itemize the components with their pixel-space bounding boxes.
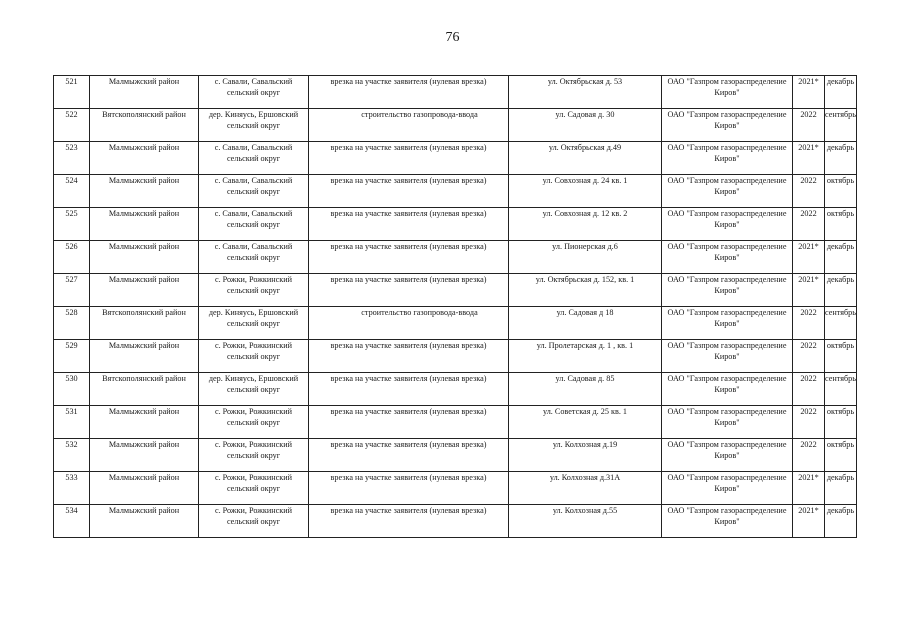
row-number bbox=[54, 505, 90, 538]
work-type-cell bbox=[309, 109, 509, 142]
year-cell bbox=[793, 373, 825, 406]
month-cell bbox=[825, 142, 857, 175]
organization-cell bbox=[662, 439, 793, 472]
district-cell bbox=[90, 76, 199, 109]
year-cell bbox=[793, 472, 825, 505]
work-type-cell-text: врезка на участке заявителя (нулевая врезка) bbox=[330, 341, 487, 350]
month-cell bbox=[825, 505, 857, 538]
organization-cell bbox=[662, 340, 793, 373]
table-row bbox=[54, 505, 857, 538]
month-cell-text: сентябрь bbox=[825, 308, 856, 317]
address-cell bbox=[509, 76, 662, 109]
settlement-cell-text: с. Савали, Савальский сельский округ bbox=[214, 209, 293, 229]
month-cell bbox=[825, 241, 857, 274]
district-cell-text: Малмыжский район bbox=[108, 440, 180, 449]
settlement-cell bbox=[199, 373, 309, 406]
settlement-cell bbox=[199, 109, 309, 142]
row-number-text: 531 bbox=[65, 407, 78, 416]
settlement-cell bbox=[199, 241, 309, 274]
address-cell-text: ул. Пролетарская д. 1 , кв. 1 bbox=[536, 341, 634, 350]
row-number bbox=[54, 109, 90, 142]
settlement-cell bbox=[199, 208, 309, 241]
month-cell-text: октябрь bbox=[826, 407, 855, 416]
month-cell bbox=[825, 307, 857, 340]
settlement-cell bbox=[199, 274, 309, 307]
address-cell-text: ул. Совхозная д. 24 кв. 1 bbox=[542, 176, 628, 185]
work-type-cell-text: врезка на участке заявителя (нулевая врезка) bbox=[330, 176, 487, 185]
month-cell bbox=[825, 373, 857, 406]
organization-cell bbox=[662, 406, 793, 439]
settlement-cell-text: дер. Киняусь, Ершовский сельский округ bbox=[208, 374, 299, 394]
row-number-text: 522 bbox=[65, 110, 78, 119]
row-number-text: 528 bbox=[65, 308, 78, 317]
work-type-cell bbox=[309, 307, 509, 340]
settlement-cell bbox=[199, 175, 309, 208]
organization-cell-text: ОАО "Газпром газораспределение Киров" bbox=[667, 341, 787, 361]
district-cell bbox=[90, 472, 199, 505]
organization-cell-text: ОАО "Газпром газораспределение Киров" bbox=[667, 506, 787, 526]
organization-cell bbox=[662, 175, 793, 208]
year-cell bbox=[793, 142, 825, 175]
district-cell-text: Малмыжский район bbox=[108, 143, 180, 152]
work-type-cell-text: врезка на участке заявителя (нулевая врезка) bbox=[330, 77, 487, 86]
row-number-text: 521 bbox=[65, 77, 78, 86]
month-cell bbox=[825, 406, 857, 439]
month-cell-text: декабрь bbox=[826, 506, 855, 515]
settlement-cell-text: с. Савали, Савальский сельский округ bbox=[214, 242, 293, 262]
address-cell-text: ул. Октябрьская д. 152, кв. 1 bbox=[535, 275, 635, 284]
work-type-cell-text: строительство газопровода-ввода bbox=[361, 110, 478, 119]
organization-cell-text: ОАО "Газпром газораспределение Киров" bbox=[667, 308, 787, 328]
district-cell bbox=[90, 109, 199, 142]
table-row bbox=[54, 472, 857, 505]
year-cell bbox=[793, 109, 825, 142]
table-row bbox=[54, 406, 857, 439]
month-cell bbox=[825, 472, 857, 505]
work-type-cell-text: врезка на участке заявителя (нулевая врезка) bbox=[330, 275, 487, 284]
work-type-cell bbox=[309, 175, 509, 208]
work-type-cell bbox=[309, 208, 509, 241]
row-number bbox=[54, 439, 90, 472]
gasification-table bbox=[53, 75, 857, 538]
year-cell-text: 2021* bbox=[798, 77, 819, 86]
year-cell-text: 2022 bbox=[800, 176, 817, 185]
month-cell bbox=[825, 340, 857, 373]
district-cell bbox=[90, 373, 199, 406]
work-type-cell bbox=[309, 373, 509, 406]
district-cell bbox=[90, 340, 199, 373]
year-cell bbox=[793, 274, 825, 307]
table-row bbox=[54, 76, 857, 109]
address-cell-text: ул. Садовая д. 85 bbox=[555, 374, 615, 383]
month-cell-text: декабрь bbox=[826, 242, 855, 251]
work-type-cell-text: врезка на участке заявителя (нулевая врезка) bbox=[330, 209, 487, 218]
district-cell-text: Малмыжский район bbox=[108, 176, 180, 185]
table-row bbox=[54, 307, 857, 340]
district-cell bbox=[90, 208, 199, 241]
settlement-cell-text: с. Савали, Савальский сельский округ bbox=[214, 77, 293, 97]
year-cell bbox=[793, 241, 825, 274]
organization-cell bbox=[662, 241, 793, 274]
month-cell-text: декабрь bbox=[826, 275, 855, 284]
row-number bbox=[54, 307, 90, 340]
address-cell-text: ул. Советская д. 25 кв. 1 bbox=[542, 407, 628, 416]
organization-cell bbox=[662, 208, 793, 241]
month-cell bbox=[825, 274, 857, 307]
address-cell bbox=[509, 307, 662, 340]
year-cell-text: 2022 bbox=[800, 440, 817, 449]
organization-cell bbox=[662, 109, 793, 142]
address-cell-text: ул. Колхозная д.55 bbox=[552, 506, 618, 515]
row-number-text: 525 bbox=[65, 209, 78, 218]
month-cell bbox=[825, 439, 857, 472]
row-number bbox=[54, 373, 90, 406]
address-cell bbox=[509, 109, 662, 142]
organization-cell-text: ОАО "Газпром газораспределение Киров" bbox=[667, 143, 787, 163]
settlement-cell-text: дер. Киняусь, Ершовский сельский округ bbox=[208, 110, 299, 130]
year-cell bbox=[793, 406, 825, 439]
organization-cell bbox=[662, 307, 793, 340]
address-cell-text: ул. Садовая д. 30 bbox=[555, 110, 615, 119]
year-cell bbox=[793, 208, 825, 241]
year-cell bbox=[793, 307, 825, 340]
table-row bbox=[54, 439, 857, 472]
district-cell-text: Вятскополянский район bbox=[102, 110, 186, 119]
row-number-text: 523 bbox=[65, 143, 78, 152]
year-cell-text: 2022 bbox=[800, 308, 817, 317]
row-number-text: 524 bbox=[65, 176, 78, 185]
month-cell-text: декабрь bbox=[826, 77, 855, 86]
settlement-cell-text: дер. Киняусь, Ершовский сельский округ bbox=[208, 308, 299, 328]
district-cell bbox=[90, 274, 199, 307]
work-type-cell-text: врезка на участке заявителя (нулевая врезка) bbox=[330, 440, 487, 449]
address-cell-text: ул. Октябрьская д.49 bbox=[548, 143, 622, 152]
district-cell-text: Вятскополянский район bbox=[102, 308, 186, 317]
year-cell-text: 2022 bbox=[800, 374, 817, 383]
table-row bbox=[54, 208, 857, 241]
settlement-cell-text: с. Рожки, Рожкинский сельский округ bbox=[214, 506, 293, 526]
organization-cell-text: ОАО "Газпром газораспределение Киров" bbox=[667, 275, 787, 295]
district-cell bbox=[90, 241, 199, 274]
district-cell bbox=[90, 439, 199, 472]
district-cell bbox=[90, 175, 199, 208]
row-number-text: 532 bbox=[65, 440, 78, 449]
work-type-cell-text: врезка на участке заявителя (нулевая врезка) bbox=[330, 473, 487, 482]
year-cell bbox=[793, 439, 825, 472]
address-cell bbox=[509, 208, 662, 241]
address-cell-text: ул. Пионерская д.6 bbox=[552, 242, 618, 251]
row-number bbox=[54, 406, 90, 439]
month-cell bbox=[825, 175, 857, 208]
district-cell-text: Малмыжский район bbox=[108, 407, 180, 416]
year-cell bbox=[793, 76, 825, 109]
settlement-cell bbox=[199, 472, 309, 505]
address-cell bbox=[509, 274, 662, 307]
month-cell-text: октябрь bbox=[826, 176, 855, 185]
year-cell bbox=[793, 505, 825, 538]
year-cell-text: 2022 bbox=[800, 407, 817, 416]
year-cell-text: 2022 bbox=[800, 341, 817, 350]
row-number bbox=[54, 142, 90, 175]
district-cell-text: Малмыжский район bbox=[108, 473, 180, 482]
work-type-cell bbox=[309, 505, 509, 538]
month-cell-text: декабрь bbox=[826, 143, 855, 152]
organization-cell-text: ОАО "Газпром газораспределение Киров" bbox=[667, 77, 787, 97]
address-cell-text: ул. Октябрьская д. 53 bbox=[547, 77, 623, 86]
work-type-cell-text: врезка на участке заявителя (нулевая врезка) bbox=[330, 506, 487, 515]
work-type-cell-text: врезка на участке заявителя (нулевая врезка) bbox=[330, 242, 487, 251]
work-type-cell bbox=[309, 406, 509, 439]
organization-cell-text: ОАО "Газпром газораспределение Киров" bbox=[667, 473, 787, 493]
year-cell-text: 2021* bbox=[798, 275, 819, 284]
work-type-cell bbox=[309, 439, 509, 472]
address-cell-text: ул. Колхозная д.31А bbox=[549, 473, 621, 482]
year-cell bbox=[793, 340, 825, 373]
month-cell bbox=[825, 109, 857, 142]
work-type-cell-text: врезка на участке заявителя (нулевая врезка) bbox=[330, 407, 487, 416]
settlement-cell-text: с. Савали, Савальский сельский округ bbox=[214, 176, 293, 196]
address-cell bbox=[509, 241, 662, 274]
table-row bbox=[54, 175, 857, 208]
settlement-cell bbox=[199, 439, 309, 472]
work-type-cell bbox=[309, 142, 509, 175]
organization-cell bbox=[662, 373, 793, 406]
page-number: 76 bbox=[445, 30, 460, 45]
district-cell bbox=[90, 142, 199, 175]
year-cell bbox=[793, 175, 825, 208]
work-type-cell bbox=[309, 241, 509, 274]
organization-cell-text: ОАО "Газпром газораспределение Киров" bbox=[667, 374, 787, 394]
table-row bbox=[54, 142, 857, 175]
work-type-cell bbox=[309, 472, 509, 505]
row-number-text: 530 bbox=[65, 374, 78, 383]
work-type-cell bbox=[309, 340, 509, 373]
district-cell bbox=[90, 505, 199, 538]
organization-cell-text: ОАО "Газпром газораспределение Киров" bbox=[667, 209, 787, 229]
organization-cell-text: ОАО "Газпром газораспределение Киров" bbox=[667, 110, 787, 130]
organization-cell bbox=[662, 472, 793, 505]
table-row bbox=[54, 340, 857, 373]
address-cell-text: ул. Садовая д 18 bbox=[556, 308, 614, 317]
settlement-cell-text: с. Рожки, Рожкинский сельский округ bbox=[214, 440, 293, 460]
address-cell bbox=[509, 439, 662, 472]
settlement-cell bbox=[199, 406, 309, 439]
year-cell-text: 2022 bbox=[800, 110, 817, 119]
organization-cell bbox=[662, 142, 793, 175]
organization-cell-text: ОАО "Газпром газораспределение Киров" bbox=[667, 407, 787, 427]
district-cell bbox=[90, 406, 199, 439]
settlement-cell bbox=[199, 307, 309, 340]
row-number bbox=[54, 241, 90, 274]
district-cell-text: Малмыжский район bbox=[108, 77, 180, 86]
organization-cell bbox=[662, 76, 793, 109]
year-cell-text: 2021* bbox=[798, 473, 819, 482]
address-cell bbox=[509, 175, 662, 208]
address-cell bbox=[509, 472, 662, 505]
district-cell-text: Малмыжский район bbox=[108, 209, 180, 218]
table-body bbox=[54, 76, 857, 538]
row-number bbox=[54, 472, 90, 505]
district-cell-text: Малмыжский район bbox=[108, 341, 180, 350]
row-number bbox=[54, 208, 90, 241]
year-cell-text: 2021* bbox=[798, 242, 819, 251]
month-cell-text: сентябрь bbox=[825, 110, 856, 119]
month-cell bbox=[825, 208, 857, 241]
row-number bbox=[54, 340, 90, 373]
district-cell-text: Вятскополянский район bbox=[102, 374, 186, 383]
address-cell-text: ул. Колхозная д.19 bbox=[552, 440, 618, 449]
organization-cell-text: ОАО "Газпром газораспределение Киров" bbox=[667, 176, 787, 196]
table-row bbox=[54, 274, 857, 307]
settlement-cell-text: с. Рожки, Рожкинский сельский округ bbox=[214, 275, 293, 295]
table-row bbox=[54, 241, 857, 274]
work-type-cell bbox=[309, 76, 509, 109]
settlement-cell-text: с. Рожки, Рожкинский сельский округ bbox=[214, 473, 293, 493]
table-row bbox=[54, 109, 857, 142]
organization-cell-text: ОАО "Газпром газораспределение Киров" bbox=[667, 440, 787, 460]
district-cell bbox=[90, 307, 199, 340]
settlement-cell bbox=[199, 142, 309, 175]
address-cell-text: ул. Совхозная д. 12 кв. 2 bbox=[542, 209, 628, 218]
row-number-text: 533 bbox=[65, 473, 78, 482]
district-cell-text: Малмыжский район bbox=[108, 275, 180, 284]
row-number bbox=[54, 175, 90, 208]
month-cell-text: октябрь bbox=[826, 440, 855, 449]
row-number-text: 527 bbox=[65, 275, 78, 284]
row-number bbox=[54, 274, 90, 307]
work-type-cell-text: врезка на участке заявителя (нулевая врезка) bbox=[330, 374, 487, 383]
address-cell bbox=[509, 406, 662, 439]
address-cell bbox=[509, 142, 662, 175]
month-cell-text: сентябрь bbox=[825, 374, 856, 383]
settlement-cell bbox=[199, 505, 309, 538]
address-cell bbox=[509, 340, 662, 373]
settlement-cell-text: с. Рожки, Рожкинский сельский округ bbox=[214, 341, 293, 361]
organization-cell-text: ОАО "Газпром газораспределение Киров" bbox=[667, 242, 787, 262]
settlement-cell-text: с. Савали, Савальский сельский округ bbox=[214, 143, 293, 163]
address-cell bbox=[509, 373, 662, 406]
row-number-text: 529 bbox=[65, 341, 78, 350]
year-cell-text: 2021* bbox=[798, 143, 819, 152]
year-cell-text: 2022 bbox=[800, 209, 817, 218]
district-cell-text: Малмыжский район bbox=[108, 242, 180, 251]
address-cell bbox=[509, 505, 662, 538]
work-type-cell-text: врезка на участке заявителя (нулевая врезка) bbox=[330, 143, 487, 152]
month-cell bbox=[825, 76, 857, 109]
row-number-text: 534 bbox=[65, 506, 78, 515]
year-cell-text: 2021* bbox=[798, 506, 819, 515]
settlement-cell bbox=[199, 76, 309, 109]
table-row bbox=[54, 373, 857, 406]
organization-cell bbox=[662, 274, 793, 307]
work-type-cell-text: строительство газопровода-ввода bbox=[361, 308, 478, 317]
month-cell-text: декабрь bbox=[826, 473, 855, 482]
row-number bbox=[54, 76, 90, 109]
settlement-cell-text: с. Рожки, Рожкинский сельский округ bbox=[214, 407, 293, 427]
month-cell-text: октябрь bbox=[826, 341, 855, 350]
month-cell-text: октябрь bbox=[826, 209, 855, 218]
work-type-cell bbox=[309, 274, 509, 307]
district-cell-text: Малмыжский район bbox=[108, 506, 180, 515]
row-number-text: 526 bbox=[65, 242, 78, 251]
settlement-cell bbox=[199, 340, 309, 373]
organization-cell bbox=[662, 505, 793, 538]
